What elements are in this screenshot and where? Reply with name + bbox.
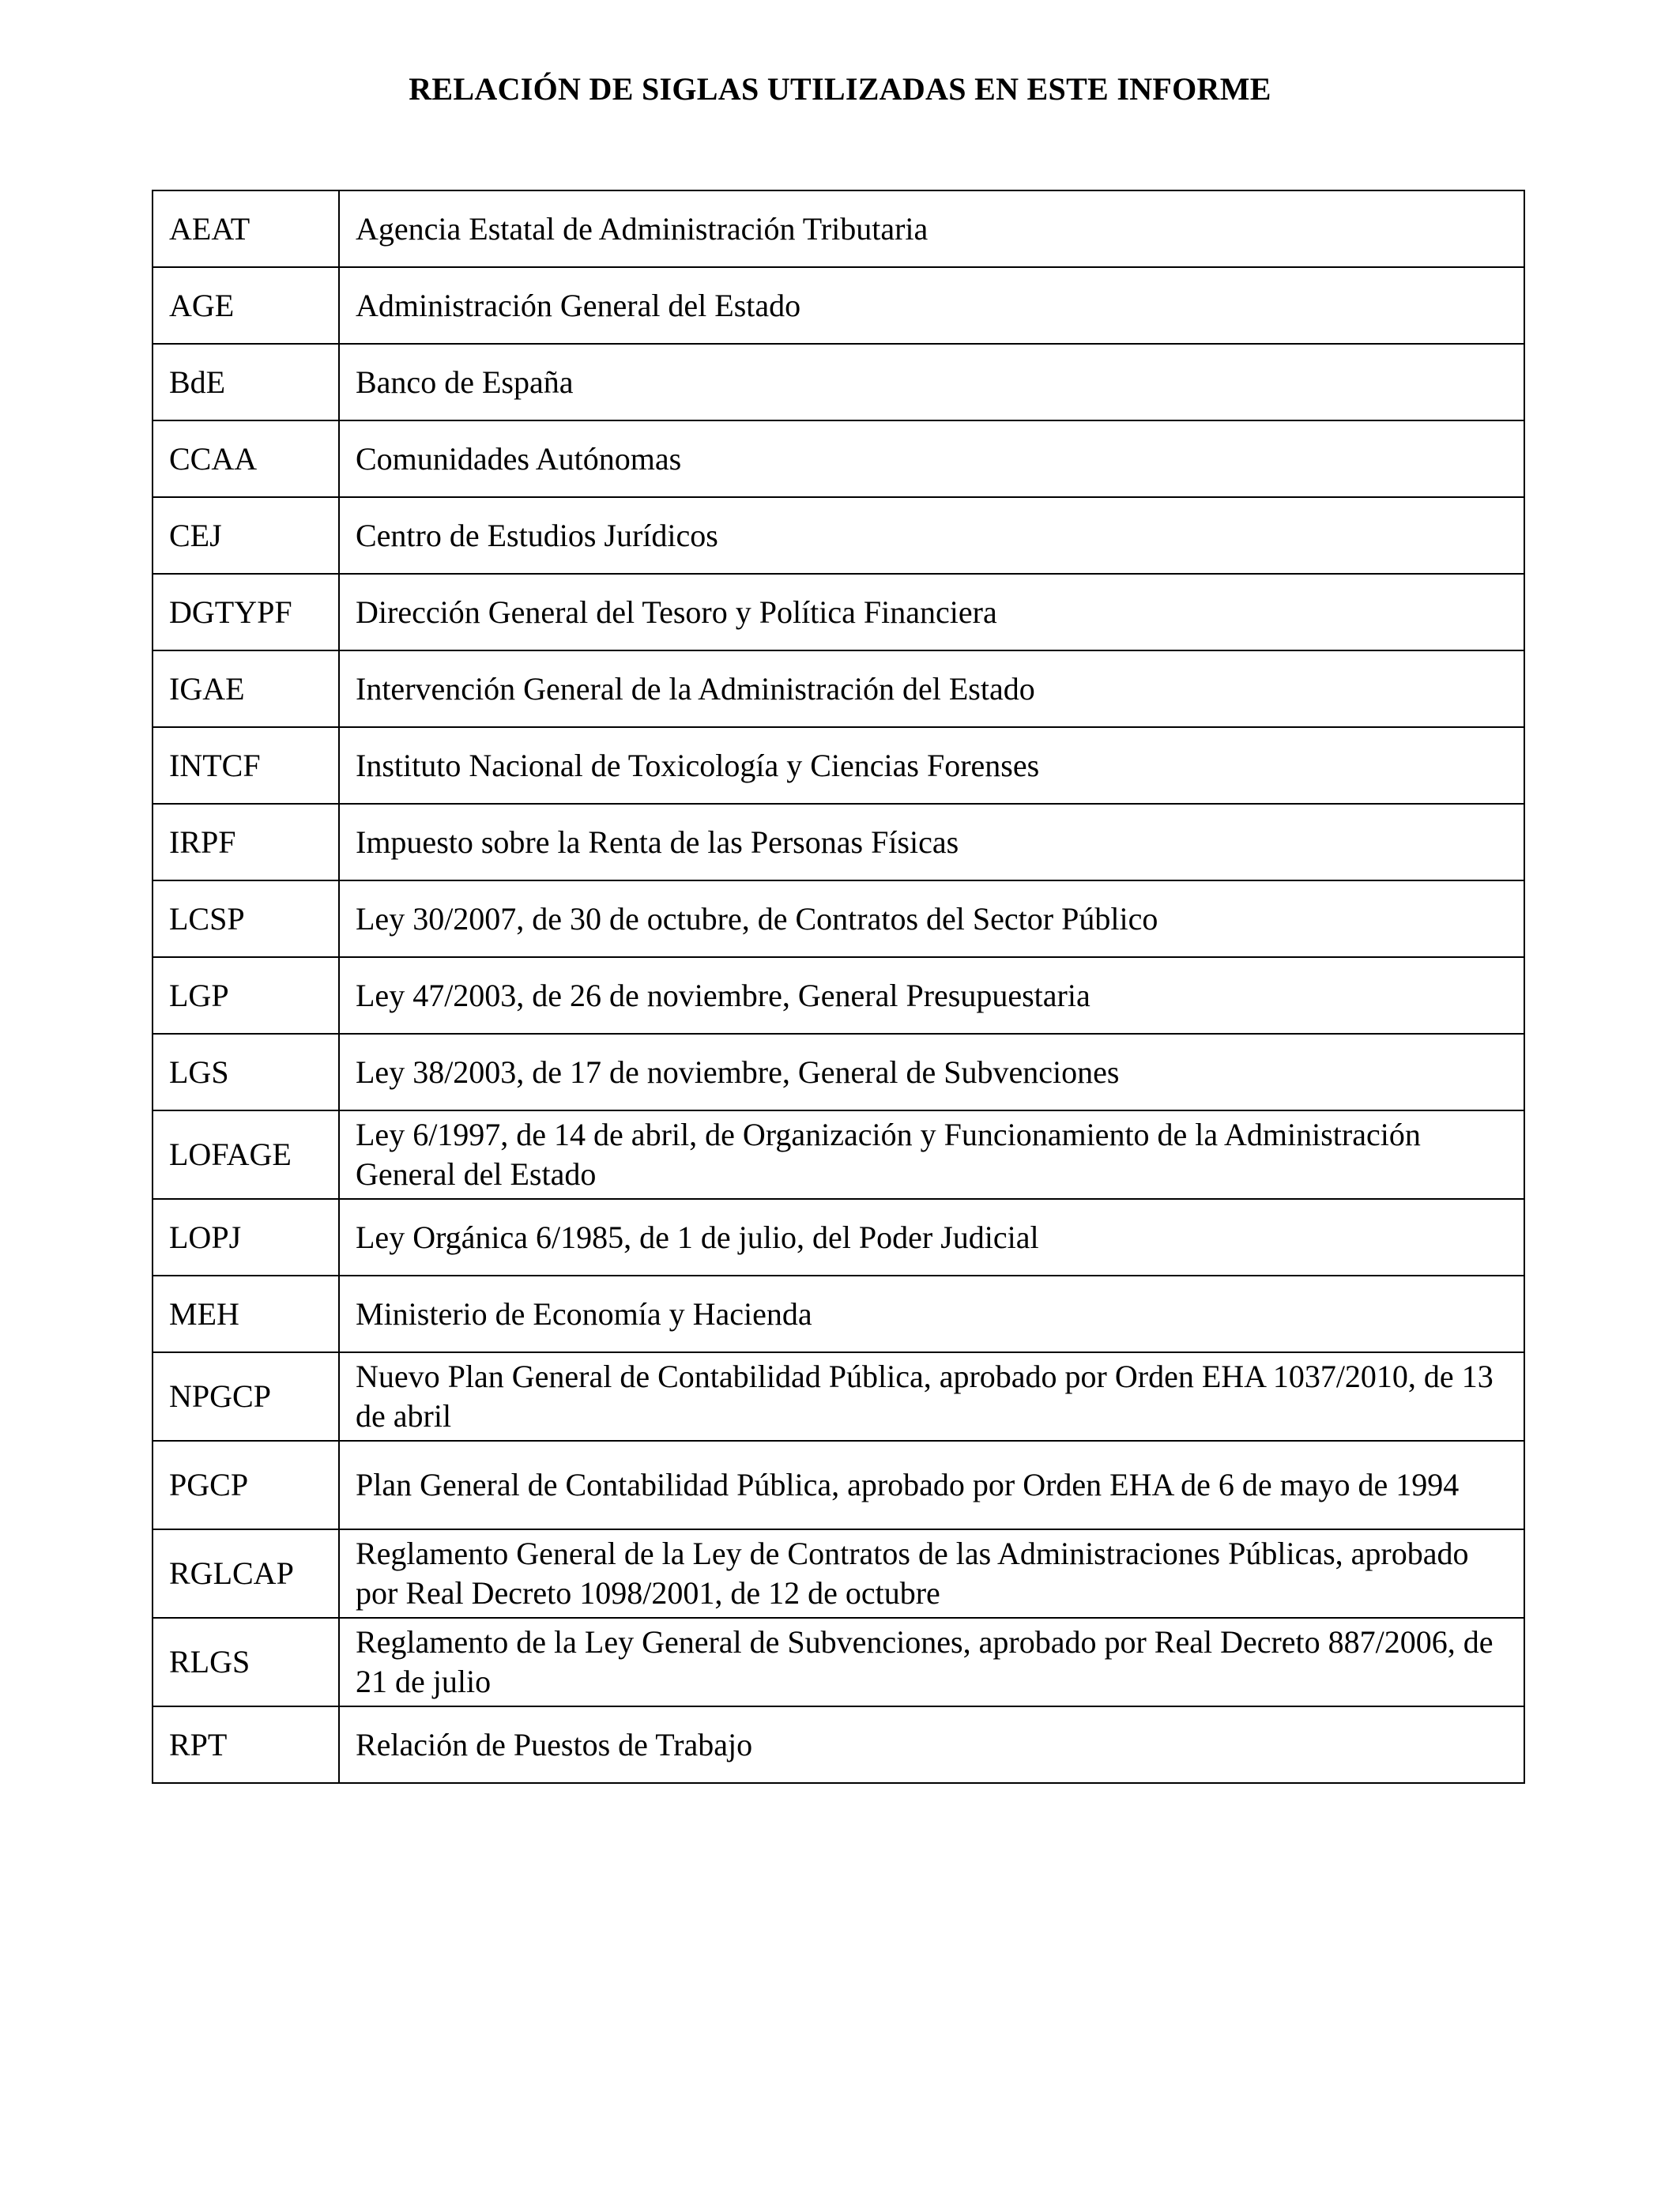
- meaning-cell: Intervención General de la Administración del Estado: [339, 650, 1524, 727]
- meaning-cell: Agencia Estatal de Administración Tributaria: [339, 190, 1524, 267]
- acronym-cell: IRPF: [153, 804, 339, 880]
- meaning-cell: Centro de Estudios Jurídicos: [339, 497, 1524, 574]
- acronym-cell: NPGCP: [153, 1352, 339, 1441]
- table-row: [153, 420, 1524, 497]
- acronym-cell: RGLCAP: [153, 1529, 339, 1618]
- meaning-cell: Ley 38/2003, de 17 de noviembre, General de Subvenciones: [339, 1034, 1524, 1110]
- acronym-cell: PGCP: [153, 1441, 339, 1529]
- meaning-cell: Ley 6/1997, de 14 de abril, de Organización y Funcionamiento de la Administración General del Estado: [339, 1110, 1524, 1199]
- meaning-cell: Instituto Nacional de Toxicología y Ciencias Forenses: [339, 727, 1524, 804]
- meaning-cell: Reglamento General de la Ley de Contratos de las Administraciones Públicas, aprobado por Real Decreto 1098/2001, de 12 de octubre: [339, 1529, 1524, 1618]
- acronym-cell: LGS: [153, 1034, 339, 1110]
- acronym-cell: INTCF: [153, 727, 339, 804]
- table-row: [153, 727, 1524, 804]
- table-row: [153, 880, 1524, 957]
- table-row: [153, 344, 1524, 420]
- acronym-cell: AGE: [153, 267, 339, 344]
- acronym-cell: RPT: [153, 1706, 339, 1783]
- acronym-cell: DGTYPF: [153, 574, 339, 650]
- meaning-cell: Dirección General del Tesoro y Política Financiera: [339, 574, 1524, 650]
- table-row: [153, 804, 1524, 880]
- meaning-cell: Impuesto sobre la Renta de las Personas Físicas: [339, 804, 1524, 880]
- meaning-cell: Administración General del Estado: [339, 267, 1524, 344]
- table-row: [153, 267, 1524, 344]
- acronym-cell: CEJ: [153, 497, 339, 574]
- acronym-cell: LGP: [153, 957, 339, 1034]
- table-row: [153, 574, 1524, 650]
- table-row: [153, 497, 1524, 574]
- table-row: [153, 1441, 1524, 1529]
- table-row: [153, 1352, 1524, 1441]
- table-row: [153, 190, 1524, 267]
- table-row: [153, 1034, 1524, 1110]
- meaning-cell: Ley 30/2007, de 30 de octubre, de Contratos del Sector Público: [339, 880, 1524, 957]
- page-title: RELACIÓN DE SIGLAS UTILIZADAS EN ESTE INFORME: [409, 71, 1271, 107]
- acronym-cell: RLGS: [153, 1618, 339, 1706]
- meaning-cell: Ley Orgánica 6/1985, de 1 de julio, del Poder Judicial: [339, 1199, 1524, 1276]
- acronym-cell: CCAA: [153, 420, 339, 497]
- acronym-cell: LOFAGE: [153, 1110, 339, 1199]
- table-row: [153, 1529, 1524, 1618]
- acronym-cell: LOPJ: [153, 1199, 339, 1276]
- table-row: [153, 1706, 1524, 1783]
- meaning-cell: Comunidades Autónomas: [339, 420, 1524, 497]
- meaning-cell: Ministerio de Economía y Hacienda: [339, 1276, 1524, 1352]
- acronym-cell: AEAT: [153, 190, 339, 267]
- table-row: [153, 957, 1524, 1034]
- table-row: [153, 1276, 1524, 1352]
- meaning-cell: Ley 47/2003, de 26 de noviembre, General Presupuestaria: [339, 957, 1524, 1034]
- acronym-cell: MEH: [153, 1276, 339, 1352]
- meaning-cell: Nuevo Plan General de Contabilidad Pública, aprobado por Orden EHA 1037/2010, de 13 de abril: [339, 1352, 1524, 1441]
- meaning-cell: Reglamento de la Ley General de Subvenciones, aprobado por Real Decreto 887/2006, de 21 de julio: [339, 1618, 1524, 1706]
- acronym-cell: LCSP: [153, 880, 339, 957]
- table-row: [153, 1110, 1524, 1199]
- meaning-cell: Banco de España: [339, 344, 1524, 420]
- table-row: [153, 650, 1524, 727]
- acronym-cell: BdE: [153, 344, 339, 420]
- table-row: [153, 1618, 1524, 1706]
- acronym-cell: IGAE: [153, 650, 339, 727]
- acronyms-table: [152, 190, 1525, 1784]
- table-row: [153, 1199, 1524, 1276]
- meaning-cell: Plan General de Contabilidad Pública, aprobado por Orden EHA de 6 de mayo de 1994: [339, 1441, 1524, 1529]
- meaning-cell: Relación de Puestos de Trabajo: [339, 1706, 1524, 1783]
